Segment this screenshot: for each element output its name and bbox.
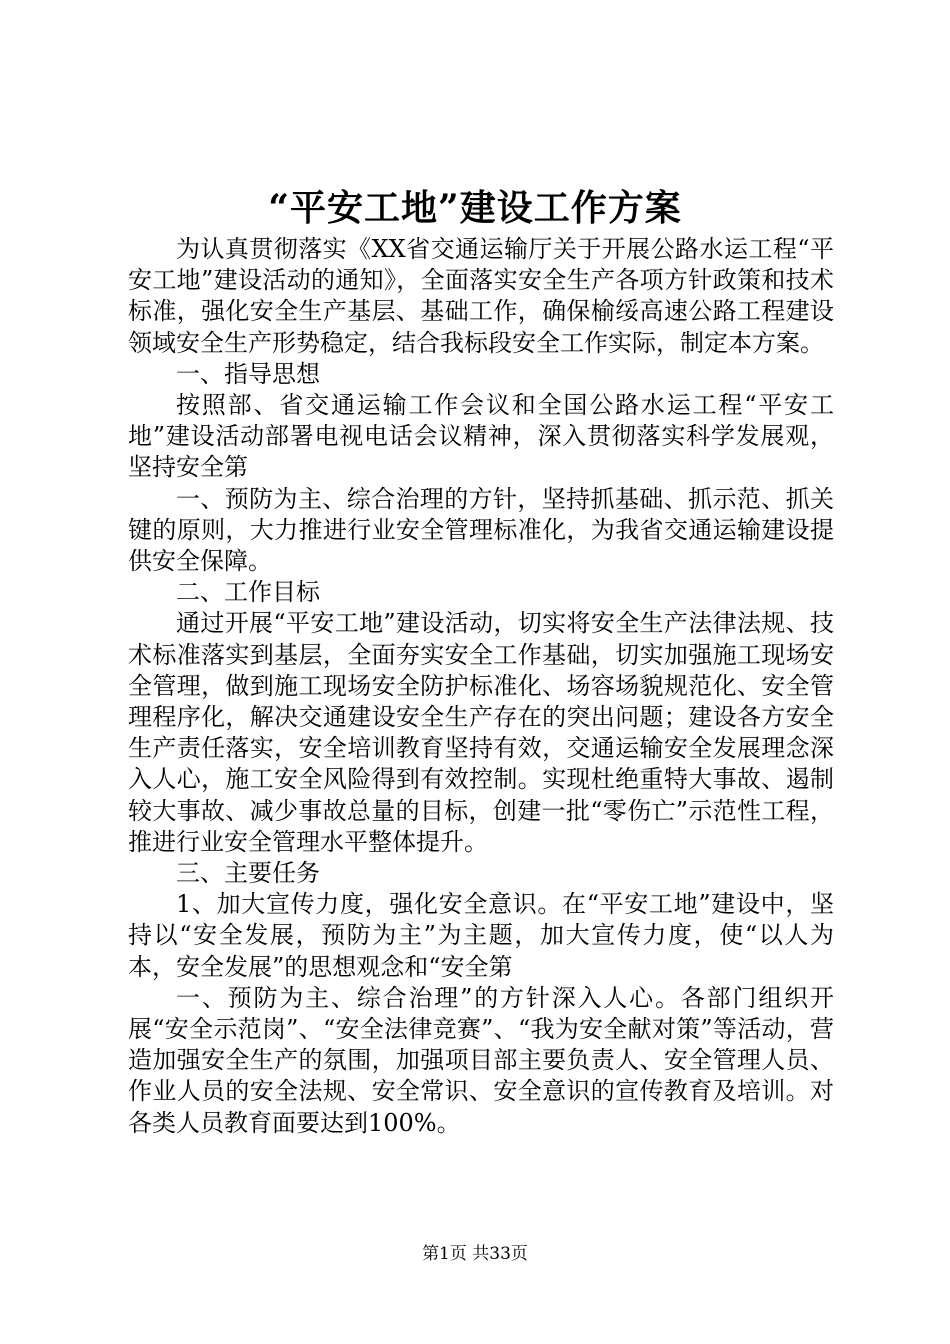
guiding-ideology-paragraph: 按照部、省交通运输工作会议和全国公路水运工程“平安工地”建设活动部署电视电话会议精神，深入贯彻落实科学发展观，坚持安全第 bbox=[128, 391, 834, 482]
main-tasks-continuation-paragraph: 一、预防为主、综合治理”的方针深入人心。各部门组织开展“安全示范岗”、“安全法律竞赛”、“我为安全献对策”等活动，营造加强安全生产的氛围，加强项目部主要负责人、安全管理人员、作业人员的安全法规、安全常识、安全意识的宣传教育及培训。对各类人员教育面要达到100%。 bbox=[128, 983, 834, 1137]
intro-paragraph: 为认真贯彻落实《XX省交通运输厅关于开展公路水运工程“平安工地”建设活动的通知》，全面落实安全生产各项方针政策和技术标准，强化安全生产基层、基础工作，确保榆绥高速公路工程建设领域安全生产形势稳定，结合我标段安全工作实际，制定本方案。 bbox=[128, 235, 834, 357]
work-goals-paragraph: 通过开展“平安工地”建设活动，切实将安全生产法律法规、技术标准落实到基层，全面夯实安全工作基础，切实加强施工现场安全管理，做到施工现场安全防护标准化、场容场貌规范化、安全管理程序化，解决交通建设安全生产存在的突出问题；建设各方安全生产责任落实，安全培训教育坚持有效，交通运输安全发展理念深入人心，施工安全风险得到有效控制。实现杜绝重特大事故、遏制较大事故、减少事故总量的目标，创建一批“零伤亡”示范性工程，推进行业安全管理水平整体提升。 bbox=[128, 609, 834, 856]
document-body bbox=[128, 234, 834, 1139]
section-heading-main-tasks: 三、主要任务 bbox=[176, 859, 320, 888]
main-tasks-paragraph: 1、加大宣传力度，强化安全意识。在“平安工地”建设中，坚持以“安全发展，预防为主”为主题，加大宣传力度，使“以人为本，安全发展”的思想观念和“安全第 bbox=[128, 890, 834, 981]
section-heading-work-goals: 二、工作目标 bbox=[176, 578, 320, 607]
section-heading-guiding-ideology: 一、指导思想 bbox=[176, 359, 320, 388]
document-title: “平安工地”建设工作方案 bbox=[268, 187, 682, 229]
page-number-footer: 第1页 共33页 bbox=[422, 1244, 528, 1264]
guiding-ideology-continuation-paragraph: 一、预防为主、综合治理的方针，坚持抓基础、抓示范、抓关键的原则，大力推进行业安全管理标准化，为我省交通运输建设提供安全保障。 bbox=[128, 484, 834, 576]
